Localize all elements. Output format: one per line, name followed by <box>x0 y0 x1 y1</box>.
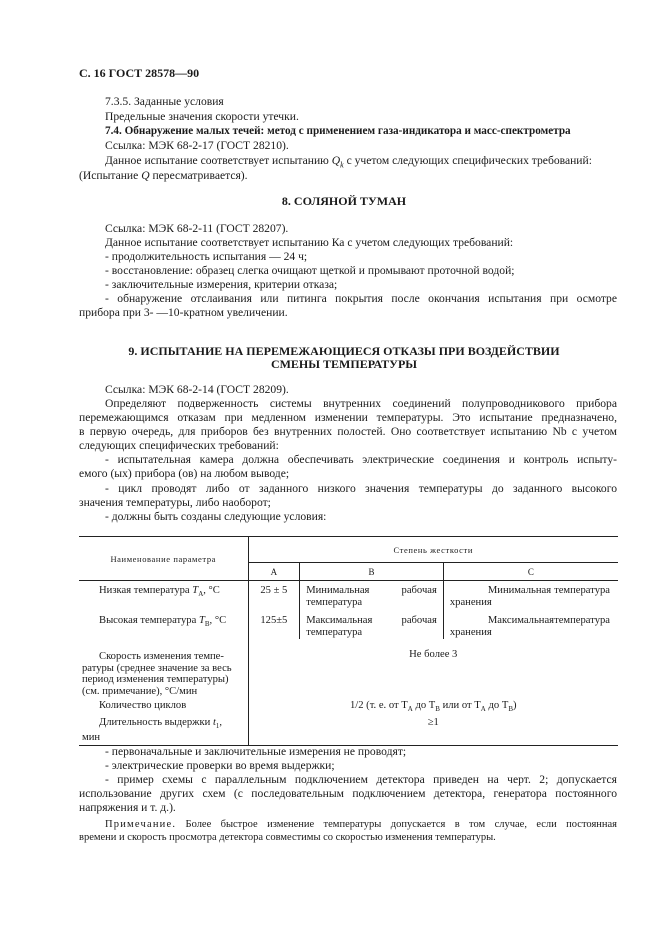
section-9-paragraph: в первую очередь, для приборов без внутренних полостей. Оно соответствует испытанию Nb с учетом <box>79 425 617 438</box>
section-7-4-reference: Ссылка: МЭК 68-2-17 (ГОСТ 28210). <box>105 139 289 152</box>
page-header: С. 16 ГОСТ 28578—90 <box>79 66 200 80</box>
note-line-cont: времени и скорость просмотра детектора совместимы со скоростью изменения температуры. <box>79 832 496 843</box>
section-9-bullet-cont: значения температуры, либо наоборот; <box>79 496 271 509</box>
post-table-item-cont: напряжения и т. д.). <box>79 801 176 814</box>
low-temp-grade-b: Минимальная рабочая температура <box>300 581 444 610</box>
conditions-table <box>79 536 618 746</box>
table-row <box>79 609 618 639</box>
section-8-heading: 8. СОЛЯНОЙ ТУМАН <box>281 194 407 208</box>
post-table-item: - электрические проверки во время выдержки; <box>105 759 335 772</box>
dwell-time-value: ≥1 <box>427 717 439 729</box>
section-8-item: - продолжительность испытания — 24 ч; <box>105 250 308 263</box>
section-7-4-note: (Испытание Q пересматривается). <box>79 169 248 182</box>
column-header-severity: Степень жесткости <box>248 537 618 563</box>
section-9-paragraph: Определяют подверженность системы внутренних соединений полупроводникового прибора <box>105 397 617 410</box>
note-label: Примечание. <box>105 819 177 830</box>
section-8-intro: Данное испытание соответствует испытанию Ка с учетом следующих требований: <box>105 236 514 249</box>
low-temp-grade-c: Минимальная температура хранения <box>449 585 610 608</box>
section-9-heading: 9. ИСПЫТАНИЕ НА ПЕРЕМЕЖАЮЩИЕСЯ ОТКАЗЫ ПРИ ВОЗДЕЙСТВИИ <box>128 344 560 358</box>
table-header-row <box>79 537 618 563</box>
param-cycle-count: Количество циклов <box>79 697 248 715</box>
section-8-item: - восстановление: образец слегка очищают щеткой и промывают проточной водой; <box>105 264 515 277</box>
section-9-paragraph: перемежающимся отказам при медленном изменении температуры. Это испытание предназначено, <box>79 411 617 424</box>
note-line: Примечание. Более быстрое изменение температуры допускается в том случае, если постоянная <box>105 819 617 830</box>
post-table-item-cont: использование других схем (с последовательным подключением детектора, генератора постоянного <box>79 787 617 800</box>
section-8-reference: Ссылка: МЭК 68-2-11 (ГОСТ 28207). <box>105 222 289 235</box>
section-7-4-text: Данное испытание соответствует испытанию $Q_k$ с учетом следующих специфических требований: <box>105 154 592 170</box>
section-7-4-title: 7.4. Обнаружение малых течей: метод с применением газа-индикатора и масс-спектрометра <box>105 125 571 137</box>
param-dwell-time: Длительность выдержки $t_1$, мин <box>79 715 248 745</box>
grade-a-header: A <box>248 563 300 581</box>
section-9-bullet: - испытательная камера должна обеспечивать электрические соединения и контроль испыту- <box>105 453 617 466</box>
section-9-paragraph: следующих специфических требований: <box>79 439 279 452</box>
table-row <box>79 715 618 745</box>
temperature-rate-value: Не более 3 <box>409 649 458 660</box>
section-9-bullet-cont: емого (ых) прибора (ов) на любом выводе; <box>79 467 290 480</box>
param-high-temperature: Высокая температура $T_B$, °C <box>79 609 248 639</box>
section-9-heading-cont: СМЕНЫ ТЕМПЕРАТУРЫ <box>270 357 418 371</box>
table-row <box>79 697 618 715</box>
section-8-item-cont: прибора при 3- —10-кратном увеличении. <box>79 306 288 319</box>
section-7-3-5-text: Предельные значения скорости утечки. <box>105 110 299 123</box>
table-row <box>79 581 618 610</box>
high-temp-grade-c: Максимальная температура хранения <box>449 615 610 638</box>
high-temp-grade-b: Максимальная рабочая температура <box>300 609 444 639</box>
post-table-item: - первоначальные и заключительные измерения не проводят; <box>105 745 407 758</box>
section-8-item: - обнаружение отслаивания или питинга покрытия после окончания испытания при осмотре <box>105 292 617 305</box>
section-9-bullet: - должны быть созданы следующие условия: <box>105 510 327 523</box>
low-temp-grade-a: 25 ± 5 <box>248 581 300 610</box>
cycle-count-value: 1/2 (т. е. от $T_A$ до $T_B$ или от $T_A$ до $T_B$) <box>349 700 517 714</box>
section-9-reference: Ссылка: МЭК 68-2-14 (ГОСТ 28209). <box>105 383 289 396</box>
param-low-temperature: Низкая температура $T_A$, °C <box>79 581 248 610</box>
section-7-3-5-title: 7.3.5. Заданные условия <box>105 95 224 108</box>
high-temp-grade-a: 125±5 <box>248 609 300 639</box>
post-table-item: - пример схемы с параллельным подключением детектора приведен на черт. 2; допускается <box>105 773 617 786</box>
section-8-item: - заключительные измерения, критерии отказа; <box>105 278 338 291</box>
param-temperature-rate: Скорость изменения темпе- ратуры (среднее значение за весь период изменения температуры) (см. примечание), °С/мин <box>79 639 248 697</box>
grade-b-header: B <box>300 563 444 581</box>
section-9-bullet: - цикл проводят либо от заданного низкого значения температуры до заданного высокого <box>105 482 617 495</box>
table-row <box>79 639 618 697</box>
column-header-parameter: Наименование параметра <box>79 537 248 581</box>
grade-c-header: C <box>443 563 618 581</box>
